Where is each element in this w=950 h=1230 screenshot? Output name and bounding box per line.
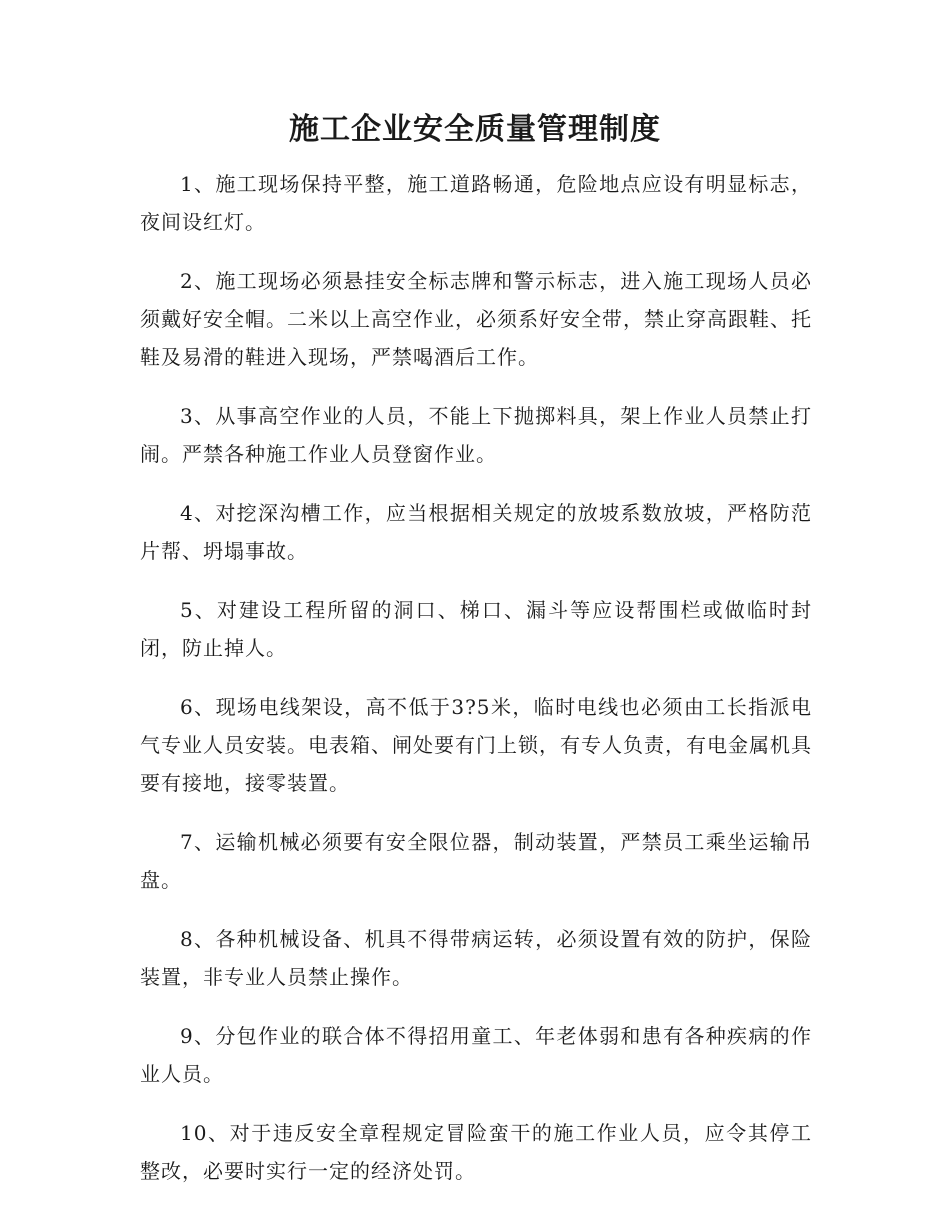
paragraph-7: 7、运输机械必须要有安全限位器，制动装置，严禁员工乘坐运输吊盘。 [140, 830, 812, 892]
paragraph-1: 1、施工现场保持平整，施工道路畅通，危险地点应设有明显标志，夜间设红灯。 [140, 172, 812, 234]
document-title: 施工企业安全质量管理制度 [289, 112, 661, 147]
paragraph-5: 5、对建设工程所留的洞口、梯口、漏斗等应设帮围栏或做临时封闭，防止掉人。 [140, 598, 812, 660]
document-body [140, 165, 812, 1211]
paragraph-4: 4、对挖深沟槽工作，应当根据相关规定的放坡系数放坡，严格防范片帮、坍塌事故。 [140, 501, 812, 563]
paragraph-10: 10、对于违反安全章程规定冒险蛮干的施工作业人员，应令其停工整改，必要时实行一定的经济处罚。 [140, 1121, 812, 1183]
paragraph-9: 9、分包作业的联合体不得招用童工、年老体弱和患有各种疾病的作业人员。 [140, 1024, 812, 1086]
paragraph-3: 3、从事高空作业的人员，不能上下抛掷料具，架上作业人员禁止打闹。严禁各种施工作业人员登窗作业。 [140, 404, 812, 466]
paragraph-8: 8、各种机械设备、机具不得带病运转，必须设置有效的防护，保险装置，非专业人员禁止操作。 [140, 927, 812, 989]
paragraph-2: 2、施工现场必须悬挂安全标志牌和警示标志，进入施工现场人员必须戴好安全帽。二米以上高空作业，必须系好安全带，禁止穿高跟鞋、托鞋及易滑的鞋进入现场，严禁喝酒后工作。 [140, 269, 812, 369]
paragraph-6: 6、现场电线架设，高不低于3?5米，临时电线也必须由工长指派电气专业人员安装。电表箱、闸处要有门上锁，有专人负责，有电金属机具要有接地，接零装置。 [140, 695, 812, 795]
